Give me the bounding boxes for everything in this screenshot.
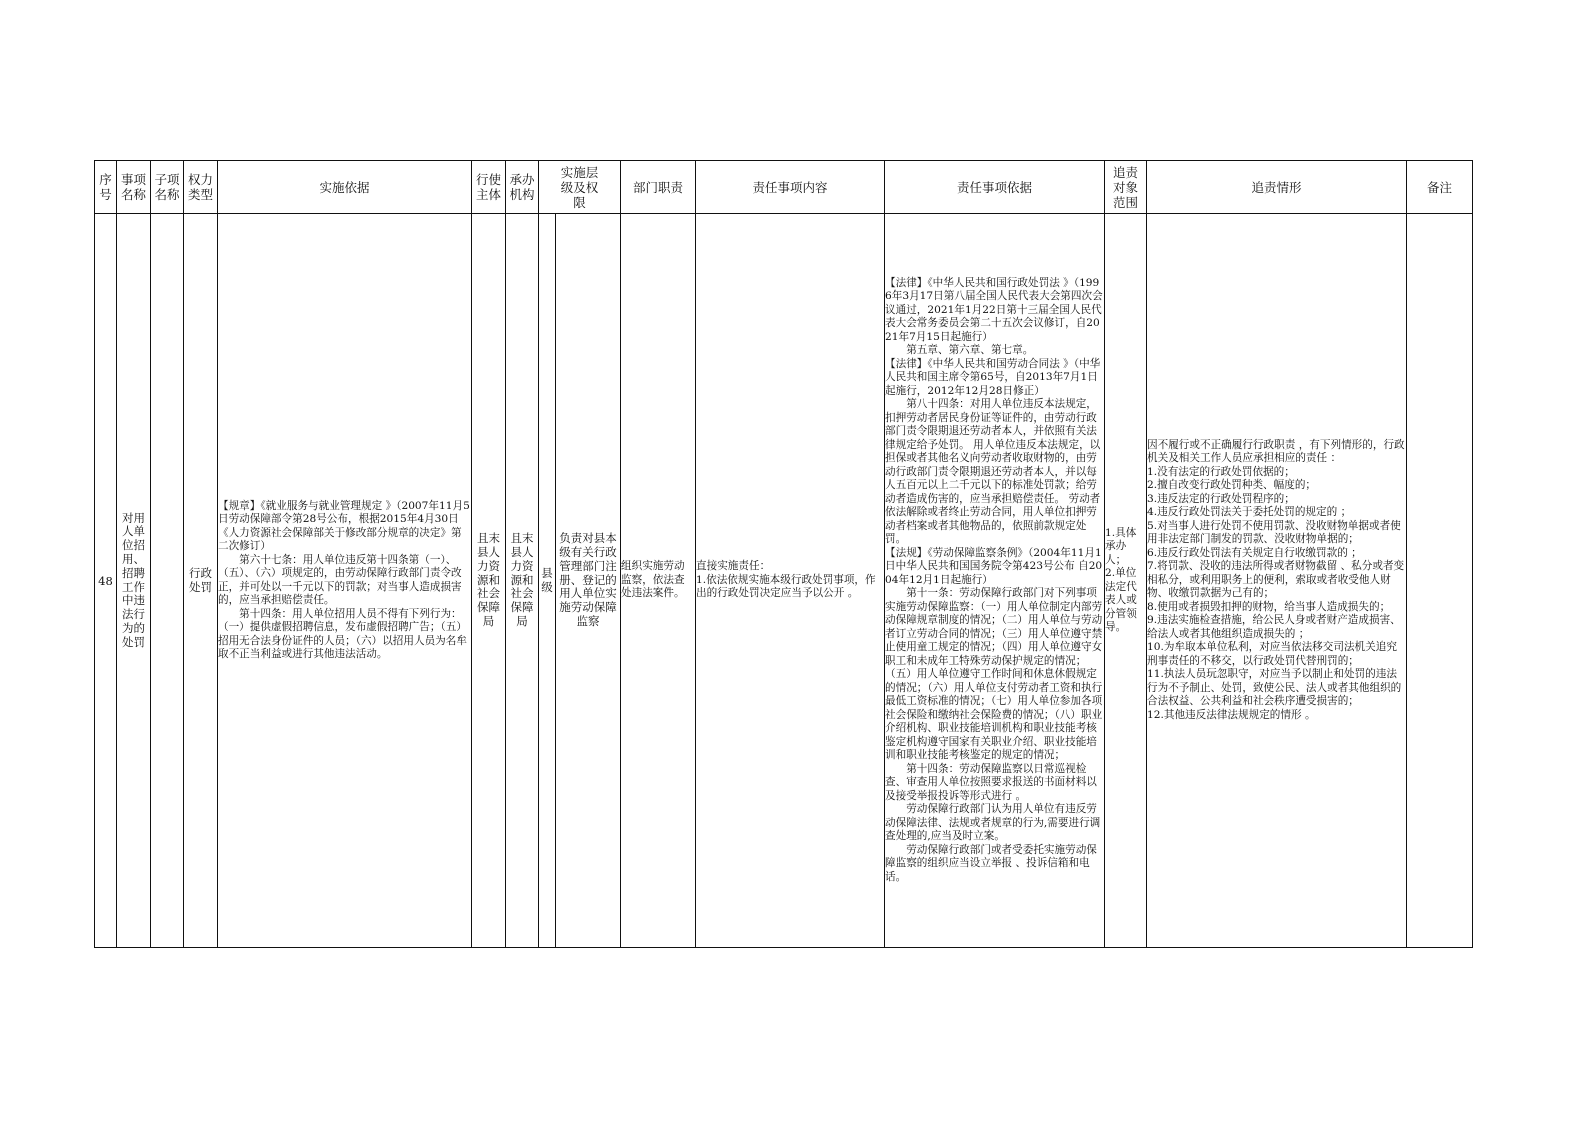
cell-seq: 48 [95, 214, 117, 948]
header-level: 实施层级及权限 [539, 161, 621, 214]
header-resp-basis: 责任事项依据 [885, 161, 1105, 214]
header-power-type: 权力类型 [184, 161, 218, 214]
cell-acc-situation: 因不履行或不正确履行行政职责 ，有下列情形的，行政机关及相关工作人员应承担相应的责任 ： 1.没有法定的行政处罚依据的； 2.擅自改变行政处罚种类、幅度的； 3.违反法定的行政处罚程序的； 4.违反行政处罚法关于委托处罚的规定的 ； 5.对当事人进行处罚不使用罚款、没收财物单据或者使用非法定部门制发的罚款、没收财物单据的； 6.违反行政处罚法有关规定自行收缴罚款的 ； 7.将罚款、没收的违法所得或者财物截留 、私分或者变相私分，或利用职务上的便利，索取或者收受他人财物、收缴罚款据为己有的； 8.使用或者损毁扣押的财物，给当事人造成损失的； 9.违法实施检查措施，给公民人身或者财产造成损害、给法人或者其他组织造成损失的 ； 10.为牟取本单位私利，对应当依法移交司法机关追究刑事责任的不移交，以行政处罚代替刑罚的； 11.执法人员玩忽职守，对应当予以制止和处罚的违法行为不予制止、处罚，致使公民、法人或者其他组织的合法权益、公共利益和社会秩序遭受损害的； 12.其他违反法律法规规定的情形 。 [1147, 214, 1407, 948]
cell-dept-duty: 组织实施劳动监察，依法查处违法案件。 [621, 214, 696, 948]
header-acc-situation: 追责情形 [1147, 161, 1407, 214]
header-undertaking-org: 承办机构 [506, 161, 539, 214]
header-dept-duty: 部门职责 [621, 161, 696, 214]
cell-item-name: 对用人单位招用、招聘工作中违法行为的处罚 [117, 214, 151, 948]
header-row [95, 161, 1473, 214]
header-exercise-subject: 行使主体 [472, 161, 506, 214]
cell-resp-content: 直接实施责任： 1.依法依规实施本级行政处罚事项，作出的行政处罚决定应当予以公开 。 [696, 214, 885, 948]
cell-basis: 【规章】《就业服务与就业管理规定 》（2007年11月5日劳动保障部令第28号公布，根据2015年4月30日《人力资源社会保障部关于修改部分规章的决定》第二次修订） 第六十七条：用人单位违反第十四条第（一）、（五）、（六）项规定的，由劳动保障行政部门责令改正，并可处以一千元以下的罚款；对当事人造成损害的，应当承担赔偿责任。 第十四条：用人单位招用人员不得有下列行为：（一）提供虚假招聘信息，发布虚假招聘广告；（五）招用无合法身份证件的人员；（六）以招用人员为名牟取不正当利益或进行其他违法活动。 [218, 214, 472, 948]
header-basis: 实施依据 [218, 161, 472, 214]
header-acc-scope: 追责对象范围 [1105, 161, 1147, 214]
header-seq: 序号 [95, 161, 117, 214]
cell-undertaking-org: 且末县人力资源和社会保障局 [506, 214, 539, 948]
cell-exercise-subject: 且末县人力资源和社会保障局 [472, 214, 506, 948]
cell-acc-scope: 1.具体承办人； 2.单位法定代表人或分管领导。 [1105, 214, 1147, 948]
header-remark: 备注 [1407, 161, 1473, 214]
header-sub-item: 子项名称 [151, 161, 184, 214]
cell-level: 县级 [539, 214, 556, 948]
cell-resp-basis: 【法律】《中华人民共和国行政处罚法 》（1996年3月17日第八届全国人民代表大会第四次会议通过，2021年1月22日第十三届全国人民代表大会常务委员会第二十五次会议修订，自2021年7月15日起施行） 第五章、第六章、第七章。 【法律】《中华人民共和国劳动合同法 》（中华人民共和国主席令第65号，自2013年7月1日起施行，2012年12月28日修正） 第八十四条：对用人单位违反本法规定，扣押劳动者居民身份证等证件的，由劳动行政部门责令限期退还劳动者本人，并依照有关法律规定给予处罚。 用人单位违反本法规定，以担保或者其他名义向劳动者收取财物的，由劳动行政部门责令限期退还劳动者本人，并以每人五百元以上二千元以下的标准处罚款；给劳动者造成伤害的，应当承担赔偿责任。 劳动者依法解除或者终止劳动合同，用人单位扣押劳动者档案或者其他物品的，依照前款规定处罚。 【法规】《劳动保障监察条例》（2004年11月1日中华人民共和国国务院令第423号公布 自2004年12月1日起施行） 第十一条：劳动保障行政部门对下列事项实施劳动保障监察：（一）用人单位制定内部劳动保障规章制度的情况；（二）用人单位与劳动者订立劳动合同的情况；（三）用人单位遵守禁止使用童工规定的情况；（四）用人单位遵守女职工和未成年工特殊劳动保护规定的情况；（五）用人单位遵守工作时间和休息休假规定的情况；（六）用人单位支付劳动者工资和执行最低工资标准的情况；（七）用人单位参加各项社会保险和缴纳社会保险费的情况；（八）职业介绍机构、职业技能培训机构和职业技能考核鉴定机构遵守国家有关职业介绍、职业技能培训和职业技能考核鉴定的规定的情况； 第十四条：劳动保障监察以日常巡视检查、审查用人单位按照要求报送的书面材料以及接受举报投诉等形式进行 。 劳动保障行政部门认为用人单位有违反劳动保障法律、法规或者规章的行为,需要进行调查处理的,应当及时立案。 劳动保障行政部门或者受委托实施劳动保障监察的组织应当设立举报 、投诉信箱和电话。 [885, 214, 1105, 948]
header-resp-content: 责任事项内容 [696, 161, 885, 214]
cell-level-authority: 负责对县本级有关行政管理部门注册、登记的用人单位实施劳动保障监察 [556, 214, 621, 948]
cell-power-type: 行政处罚 [184, 214, 218, 948]
table-row [95, 214, 1473, 948]
cell-remark [1407, 214, 1473, 948]
header-item-name: 事项名称 [117, 161, 151, 214]
cell-sub-item [151, 214, 184, 948]
power-list-table [94, 160, 1473, 948]
